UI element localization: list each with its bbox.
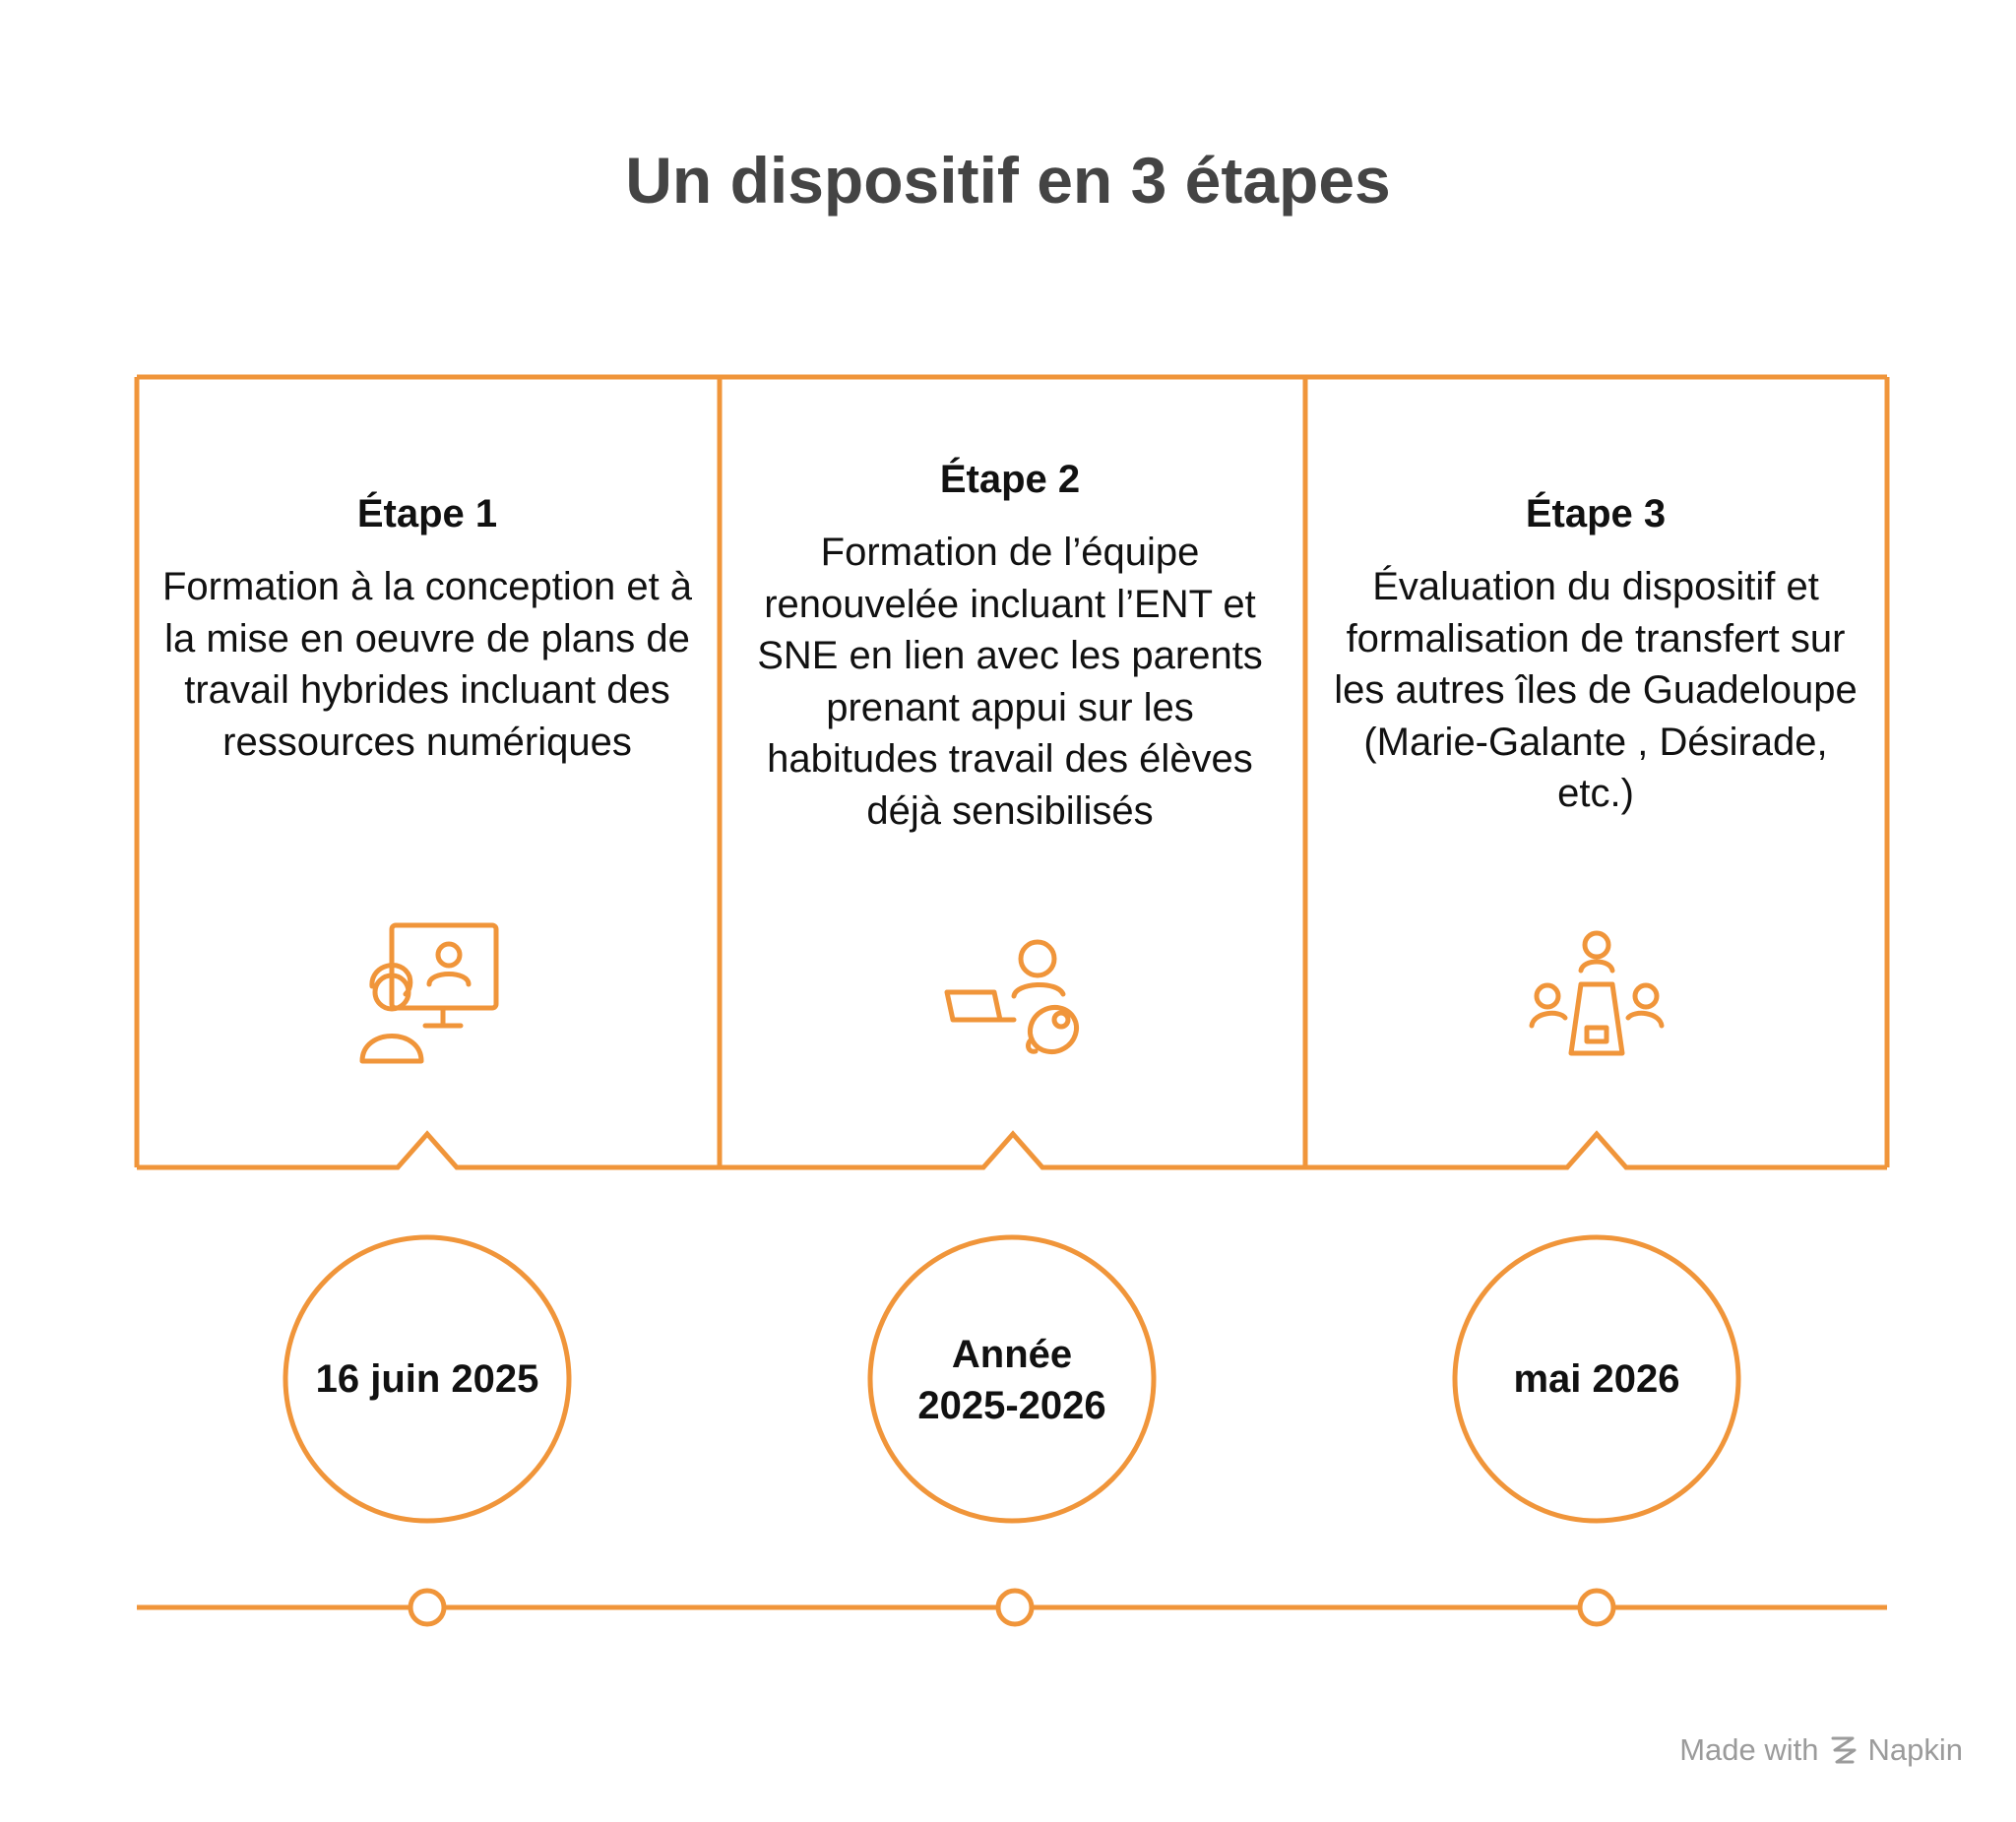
meeting-table-icon	[1526, 929, 1668, 1061]
step-2-panel	[744, 454, 1276, 837]
teacher-online-icon	[356, 921, 506, 1067]
made-with-napkin-badge[interactable]	[1679, 1732, 1963, 1768]
date-label-2-line-2: 2025-2026	[917, 1384, 1106, 1427]
panel-bottom-border-with-pointers	[137, 1134, 1887, 1167]
step-2-heading: Étape 2	[939, 458, 1081, 501]
date-label-2	[879, 1329, 1145, 1431]
step-3-description: Évaluation du dispositif et formalisation de transfert sur les autres îles de Guadeloupe (Marie-Galante , Désirade, etc.)	[1334, 565, 1858, 815]
date-label-1: 16 juin 2025	[315, 1357, 539, 1401]
parent-laptop-icon	[943, 935, 1091, 1057]
timeline-marker-1	[410, 1591, 444, 1624]
step-1-panel	[161, 488, 693, 768]
step-1-heading: Étape 1	[356, 492, 498, 535]
page-title: Un dispositif en 3 étapes	[625, 144, 1391, 217]
made-with-label: Made with	[1679, 1732, 1819, 1767]
step-3-panel	[1330, 488, 1861, 820]
step-1-description: Formation à la conception et à la mise en oeuvre de plans de travail hybrides incluant des ressources numériques	[161, 565, 693, 764]
step-2-description: Formation de l’équipe renouvelée incluant l’ENT et SNE en lien avec les parents prenant appui sur les habitudes travail des élèves déjà sensibilisés	[757, 531, 1263, 833]
timeline-marker-3	[1580, 1591, 1613, 1624]
date-label-3: mai 2026	[1513, 1357, 1680, 1401]
timeline-marker-2	[998, 1591, 1032, 1624]
step-3-heading: Étape 3	[1525, 492, 1667, 535]
napkin-brand-label: Napkin	[1867, 1732, 1963, 1767]
napkin-logo-icon	[1829, 1734, 1858, 1766]
date-label-2-line-1: Année	[951, 1333, 1073, 1376]
